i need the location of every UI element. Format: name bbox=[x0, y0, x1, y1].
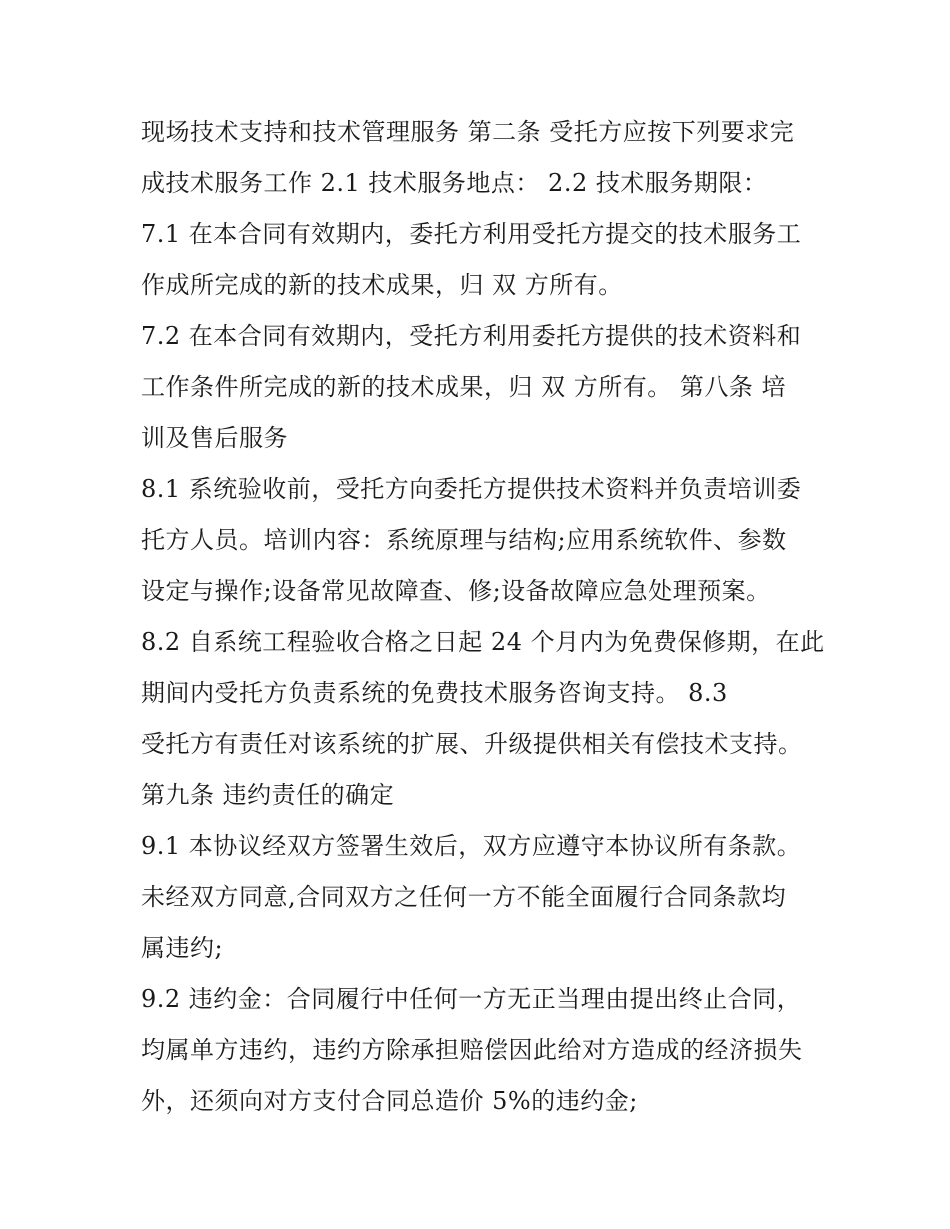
text-line: 设定与操作;设备常见故障查、修;设备故障应急处理预案。 bbox=[141, 577, 771, 605]
text-line: 均属单方违约，违约方除承担赔偿因此给对方造成的经济损失 bbox=[141, 1036, 803, 1064]
text-line: 成技术服务工作 2.1 技术服务地点： 2.2 技术服务期限： bbox=[141, 169, 768, 197]
text-line: 现场技术支持和技术管理服务 第二条 受托方应按下列要求完 bbox=[141, 118, 795, 146]
text-line: 工作条件所完成的新的技术成果，归 双 方所有。 第八条 培 bbox=[141, 373, 787, 401]
text-line: 受托方有责任对该系统的扩展、升级提供相关有偿技术支持。 bbox=[141, 730, 803, 758]
text-line: 训及售后服务 bbox=[141, 424, 288, 452]
text-line: 第九条 违约责任的确定 bbox=[141, 781, 395, 809]
text-line: 未经双方同意,合同双方之任何一方不能全面履行合同条款均 bbox=[141, 883, 787, 911]
text-line: 托方人员。培训内容：系统原理与结构;应用系统软件、参数 bbox=[141, 526, 787, 554]
document-body bbox=[141, 108, 825, 1128]
text-line: 作成所完成的新的技术成果，归 双 方所有。 bbox=[141, 271, 623, 299]
text-line: 外，还须向对方支付合同总造价 5%的违约金; bbox=[141, 1087, 638, 1115]
text-line: 9.2 违约金：合同履行中任何一方无正当理由提出终止合同， bbox=[141, 985, 802, 1013]
text-line: 属违约; bbox=[141, 934, 224, 962]
text-line: 7.1 在本合同有效期内，委托方利用受托方提交的技术服务工 bbox=[141, 220, 802, 248]
text-line: 7.2 在本合同有效期内，受托方利用委托方提供的技术资料和 bbox=[141, 322, 802, 350]
text-line: 8.1 系统验收前，受托方向委托方提供技术资料并负责培训委 bbox=[141, 475, 802, 503]
text-line: 期间内受托方负责系统的免费技术服务咨询支持。 8.3 bbox=[141, 679, 728, 707]
text-line: 9.1 本协议经双方签署生效后，双方应遵守本协议所有条款。 bbox=[141, 832, 802, 860]
text-line: 8.2 自系统工程验收合格之日起 24 个月内为免费保修期，在此 bbox=[141, 628, 825, 656]
